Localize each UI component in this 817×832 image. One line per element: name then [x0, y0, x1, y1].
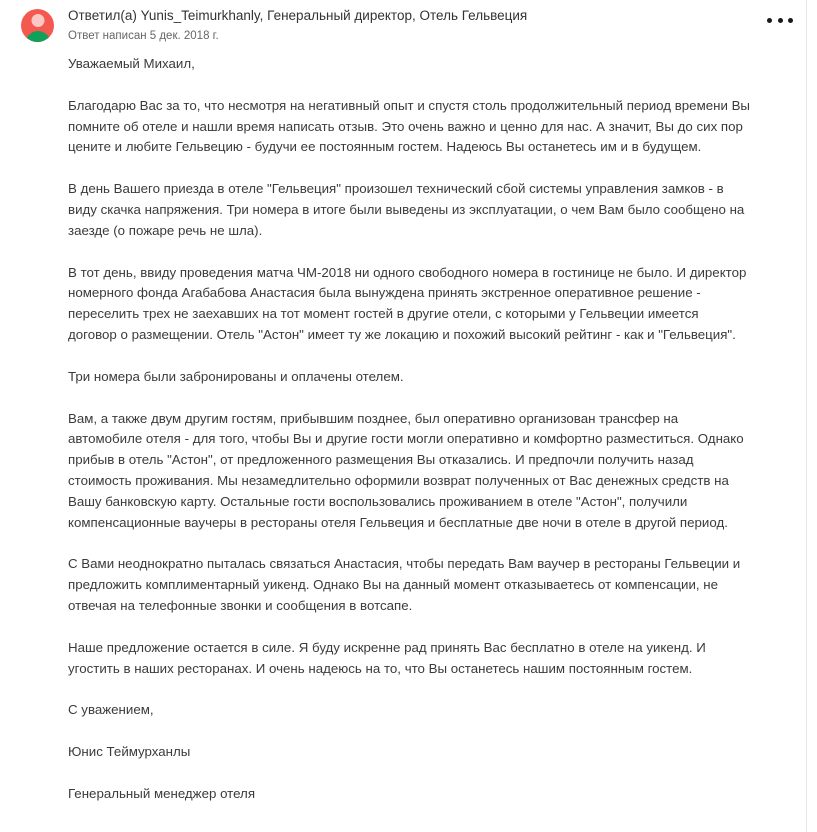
user-avatar-icon	[21, 9, 54, 42]
reply-paragraph: Благодарю Вас за то, что несмотря на негативный опыт и спустя столь продолжительный период времени Вы помните об отеле и нашли время написать отзыв. Это очень важно и ценно для нас. А значит, Вы до сих пор цените и любите Гельвецию - будучи ее постоянным гостем. Надеюсь Вы останетесь им и в будущем.	[68, 97, 750, 155]
more-dot	[788, 18, 793, 23]
right-gutter	[807, 0, 817, 832]
reply-body	[68, 54, 750, 805]
reply-paragraph: В день Вашего приезда в отеле "Гельвеция" произошел технический сбой системы управления замков - в виду скачка напряжения. Три номера в итоге были выведены из эксплуатации, о чем Вам было сообщено на заезде (о пожаре речь не шла).	[68, 181, 745, 238]
panel-right-border	[806, 0, 807, 832]
more-dot	[767, 18, 772, 23]
more-horizontal-icon[interactable]	[767, 16, 793, 24]
reply-paragraph: С Вами неоднократно пыталась связаться Анастасия, чтобы передать Вам ваучер в рестораны Гельвеции и предложить комплиментарный уикенд. Однако Вы на данный момент отказываетесь от компенсации, не отвечая на телефонные звонки и сообщения в вотсапе.	[68, 556, 741, 613]
reply-date-line: Ответ написан 5 дек. 2018 г.	[68, 30, 219, 42]
reply-signature-title: Генеральный менеджер отеля	[68, 785, 256, 801]
reply-header-text	[68, 7, 748, 44]
avatar-head-shape	[31, 14, 44, 27]
reply-paragraph: Уважаемый Михаил,	[68, 56, 195, 71]
more-dot	[778, 18, 783, 23]
reply-signature-closing: С уважением,	[68, 702, 154, 718]
reply-author-line: Ответил(а) Yunis_Teimurkhanly, Генеральный директор, Отель Гельвеция	[68, 8, 528, 23]
reply-paragraph: Три номера были забронированы и оплачены отелем.	[68, 368, 404, 384]
reply-header	[0, 0, 817, 50]
reply-paragraph: В тот день, ввиду проведения матча ЧМ-2018 ни одного свободного номера в гостинице не было. И директор номерного фонда Агабабова Анастасия была вынуждена принять экстренное оперативное решение - переселить трех не заехавших на тот момент гостей в другие отели, с которыми у Гельвеции имеется договор о размещении. Отель "Астон" имеет ту же локацию и похожий высокий рейтинг - как и "Гельвеция".	[68, 264, 747, 342]
reply-signature-name: Юнис Теймурханлы	[68, 744, 191, 760]
reply-paragraph: Наше предложение остается в силе. Я буду искренне рад принять Вас бесплатно в отеле на уикенд. И угостить в наших ресторанах. И очень надеюсь на то, что Вы останетесь нашим постоянным гостем.	[68, 639, 706, 676]
reply-paragraph: Вам, а также двум другим гостям, прибывшим позднее, был оперативно организован трансфер на автомобиле отеля - для того, чтобы Вы и другие гости могли оперативно и комфортно разместиться. Однако прибыв в отель "Астон", от предложенного размещения Вы отказались. И предпочли получить назад стоимость проживания. Мы незамедлительно оформили возврат полученных от Вас денежных средств на Вашу банковскую карту. Остальные гости воспользовались проживанием в отеле "Астон", получили компенсационные ваучеры в рестораны отеля Гельвеция и бесплатные две ночи в отеле в другой период.	[68, 410, 744, 530]
avatar-body-shape	[25, 31, 50, 42]
